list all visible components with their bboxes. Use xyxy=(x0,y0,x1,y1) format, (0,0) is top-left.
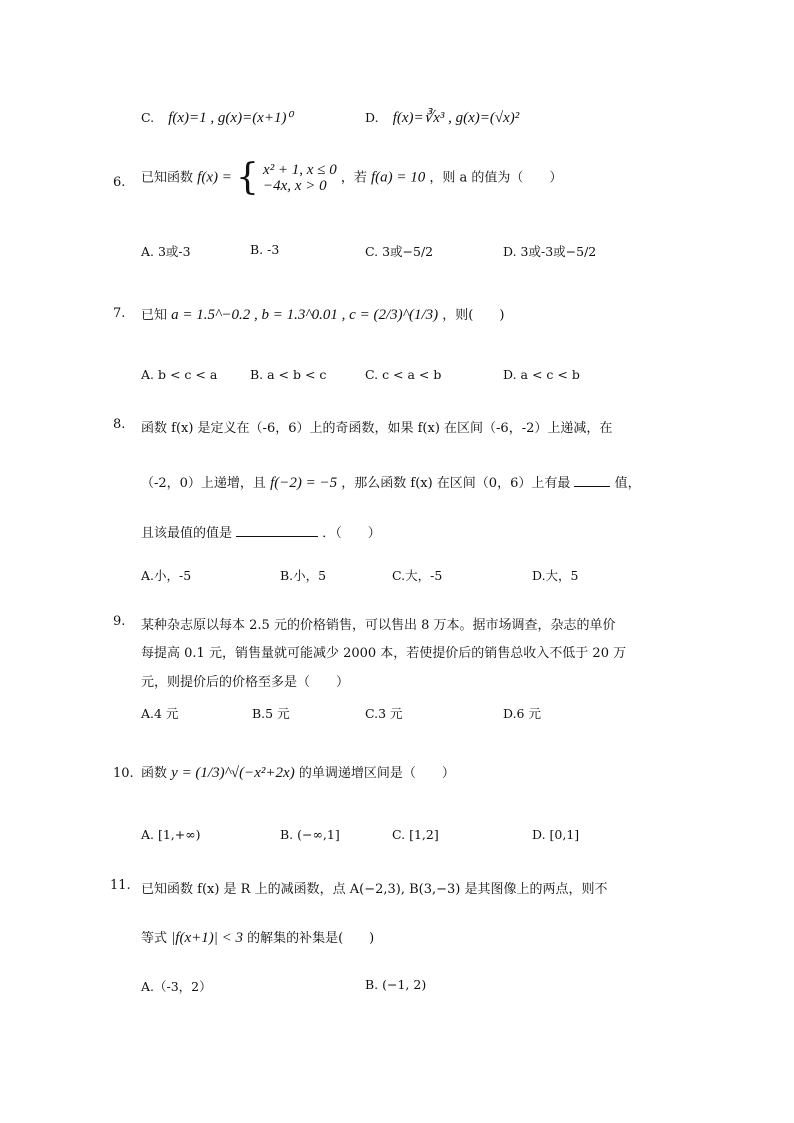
q8-line-2a: （-2，0）上递增，且 xyxy=(141,476,266,491)
q6-brace: { xyxy=(235,157,259,198)
q8-blank-2[interactable] xyxy=(236,536,318,537)
q6-tail: ，则 a 的值为（ ） xyxy=(429,170,563,186)
q6-mid: ，若 xyxy=(340,170,367,186)
q8-line-2c: ，那么函数 f(x) 在区间（0，6）上有最 xyxy=(341,476,571,491)
q11-line-2c: 的解集的补集是( ) xyxy=(247,931,375,946)
q5-option-d-expr: f(x)=∛x³ , g(x)=(√x)² xyxy=(392,110,520,126)
q9-option-b[interactable]: B.5 元 xyxy=(252,706,290,721)
q8-line-3b: ．（ ） xyxy=(322,526,381,541)
q8-line-3a: 且该最值的值是 xyxy=(141,526,233,541)
q10-expr: y = (1/3)^√(−x²+2x) xyxy=(171,765,295,781)
q9-number: 9. xyxy=(113,614,126,629)
q6-lead: 已知函数 xyxy=(141,170,194,186)
q10-tail: 的单调递增区间是（ ） xyxy=(298,766,455,781)
q8-option-d[interactable]: D.大，5 xyxy=(532,568,579,583)
q7-option-b[interactable]: B. a < b < c xyxy=(250,367,327,382)
q11-number: 11. xyxy=(110,878,131,893)
q8-option-b[interactable]: B.小，5 xyxy=(280,568,327,583)
q5-option-c-label: C. xyxy=(141,110,155,125)
q6-option-c[interactable]: C. 3或−5/2 xyxy=(365,244,434,259)
q6-piecewise xyxy=(263,162,337,194)
q7-lead: 已知 xyxy=(141,308,168,323)
q7-tail: ，则( ) xyxy=(442,308,505,323)
q8-condition: f(−2) = −5 xyxy=(270,475,338,491)
q5-option-c-expr: f(x)=1 , g(x)=(x+1)⁰ xyxy=(168,110,293,126)
q5-option-d-label: D. xyxy=(365,110,379,125)
q11-option-b[interactable]: B. (−1, 2) xyxy=(365,977,427,992)
q6-option-d[interactable]: D. 3或-3或−5/2 xyxy=(503,244,597,259)
q10-option-c[interactable]: C. [1,2] xyxy=(392,827,439,842)
q11-line-1: 已知函数 f(x) 是 R 上的减函数，点 A(−2,3), B(3,−3) 是其图像上的两点，则不 xyxy=(141,882,608,897)
q10-option-d[interactable]: D. [0,1] xyxy=(532,827,580,842)
q8-line-2 xyxy=(141,472,641,492)
q6-number: 6. xyxy=(113,175,126,190)
q8-blank-1[interactable] xyxy=(574,486,610,487)
q6-piece-2: −4x, x > 0 xyxy=(263,178,327,194)
q6-stem xyxy=(141,157,563,198)
q9-option-c[interactable]: C.3 元 xyxy=(365,706,403,721)
q5-option-c[interactable] xyxy=(141,108,292,127)
q8-line-1: 函数 f(x) 是定义在（-6，6）上的奇函数，如果 f(x) 在区间（-6，-2）上递减，在 xyxy=(141,421,613,436)
q10-option-b[interactable]: B. (−∞,1] xyxy=(280,827,340,842)
q7-option-c[interactable]: C. c < a < b xyxy=(365,367,442,382)
q7-option-a[interactable]: A. b < c < a xyxy=(141,367,218,382)
q7-expr: a = 1.5^−0.2 , b = 1.3^0.01 , c = (2/3)^(1/3) xyxy=(171,307,439,323)
q8-option-a[interactable]: A.小，-5 xyxy=(141,568,192,583)
q9-option-d[interactable]: D.6 元 xyxy=(503,706,541,721)
q8-option-c[interactable]: C.大，-5 xyxy=(392,568,443,583)
q10-stem xyxy=(141,762,455,782)
q9-option-a[interactable]: A.4 元 xyxy=(141,706,179,721)
q10-option-a[interactable]: A. [1,+∞) xyxy=(141,827,201,842)
q7-stem xyxy=(141,304,504,324)
q6-function-lhs: f(x) = xyxy=(197,169,232,186)
q9-line-1: 某种杂志原以每本 2.5 元的价格销售，可以售出 8 万本。据市场调查，杂志的单价 xyxy=(141,618,616,633)
q10-lead: 函数 xyxy=(141,766,168,781)
q5-option-d[interactable] xyxy=(365,108,519,127)
q11-line-2 xyxy=(141,927,374,947)
q8-line-3 xyxy=(141,522,381,541)
q6-piece-1: x² + 1, x ≤ 0 xyxy=(263,162,337,178)
q6-option-b[interactable]: B. -3 xyxy=(250,242,280,257)
q8-line-2d: 值， xyxy=(614,476,641,491)
q6-option-a[interactable]: A. 3或-3 xyxy=(141,244,191,259)
q9-line-2: 每提高 0.1 元，销售量就可能减少 2000 本，若使提价后的销售总收入不低于 20 万 xyxy=(141,646,627,661)
q11-line-2a: 等式 xyxy=(141,931,168,946)
q11-option-a[interactable]: A.（-3，2） xyxy=(141,979,212,994)
q7-number: 7. xyxy=(113,306,126,321)
q11-inequality: |f(x+1)| < 3 xyxy=(171,930,243,946)
q6-condition: f(a) = 10 xyxy=(371,169,426,186)
q8-number: 8. xyxy=(113,417,126,432)
q7-option-d[interactable]: D. a < c < b xyxy=(503,367,580,382)
q10-number: 10. xyxy=(113,766,134,781)
q9-line-3: 元，则提价后的价格至多是（ ） xyxy=(141,675,350,690)
